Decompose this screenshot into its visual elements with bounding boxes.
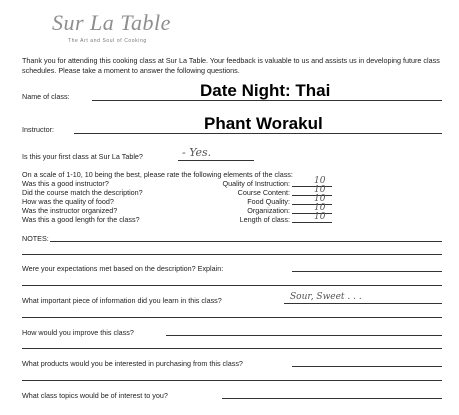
logo-tagline: The Art and Soul of Cooking xyxy=(68,38,147,44)
question-4: What products would you be interested in purchasing from this class? xyxy=(22,359,243,368)
question-1: Were your expectations met based on the description? Explain: xyxy=(22,264,224,273)
question-1-line-a xyxy=(292,271,442,272)
rating-line-5 xyxy=(292,222,332,223)
question-3-line-b xyxy=(22,348,442,349)
question-2-answer: Sour, Sweet . . . xyxy=(290,292,362,302)
rating-question-3: How was the quality of food? xyxy=(22,197,114,206)
logo: Sur La Table xyxy=(52,10,171,35)
instructor-line xyxy=(74,133,442,134)
question-2: What important piece of information did you learn in this class? xyxy=(22,296,222,305)
notes-line-2 xyxy=(22,254,442,255)
rating-score-2: 10 xyxy=(314,185,326,195)
rating-question-2: Did the course match the description? xyxy=(22,188,143,197)
rating-line-3 xyxy=(292,204,332,205)
class-name-value: Date Night: Thai xyxy=(200,81,331,100)
notes-label: NOTES: xyxy=(22,234,49,243)
question-4-line-a xyxy=(292,366,442,367)
rating-question-5: Was this a good length for the class? xyxy=(22,215,140,224)
first-class-line xyxy=(178,160,254,161)
question-3-line-a xyxy=(166,335,442,336)
rating-score-3: 10 xyxy=(314,194,326,204)
rating-element-3: Food Quality: xyxy=(247,197,290,206)
rating-element-4: Organization: xyxy=(247,206,290,215)
rating-element-5: Length of class: xyxy=(239,215,290,224)
intro-text: Thank you for attending this cooking class at Sur La Table. Your feedback is valuable to us and assists us in developing future class schedules. Please take a moment to answer the following questions. xyxy=(22,56,440,75)
instructor-value: Phant Worakul xyxy=(204,114,323,133)
notes-line-1 xyxy=(50,241,442,242)
question-3: How would you improve this class? xyxy=(22,328,134,337)
question-5: What class topics would be of interest to you? xyxy=(22,391,168,400)
rating-question-4: Was the instructor organized? xyxy=(22,206,118,215)
rating-line-1 xyxy=(292,186,332,187)
rating-element-1: Quality of Instruction: xyxy=(222,179,290,188)
rating-intro: On a scale of 1-10, 10 being the best, please rate the following elements of the class: xyxy=(22,170,293,179)
question-2-line-a xyxy=(284,303,442,304)
question-2-line-b xyxy=(22,317,442,318)
first-class-question: Is this your first class at Sur La Table? xyxy=(22,152,143,161)
rating-line-2 xyxy=(292,195,332,196)
first-class-answer: - Yes. xyxy=(182,146,212,159)
rating-score-5: 10 xyxy=(314,212,326,222)
rating-score-1: 10 xyxy=(314,176,326,186)
rating-question-1: Was this a good instructor? xyxy=(22,179,109,188)
rating-element-2: Course Content: xyxy=(237,188,290,197)
instructor-label: Instructor: xyxy=(22,125,54,134)
question-1-line-b xyxy=(22,285,442,286)
rating-line-4 xyxy=(292,213,332,214)
question-5-line-a xyxy=(222,398,442,399)
rating-score-4: 10 xyxy=(314,203,326,213)
class-name-line xyxy=(92,100,442,101)
class-name-label: Name of class: xyxy=(22,92,70,101)
question-4-line-b xyxy=(22,380,442,381)
